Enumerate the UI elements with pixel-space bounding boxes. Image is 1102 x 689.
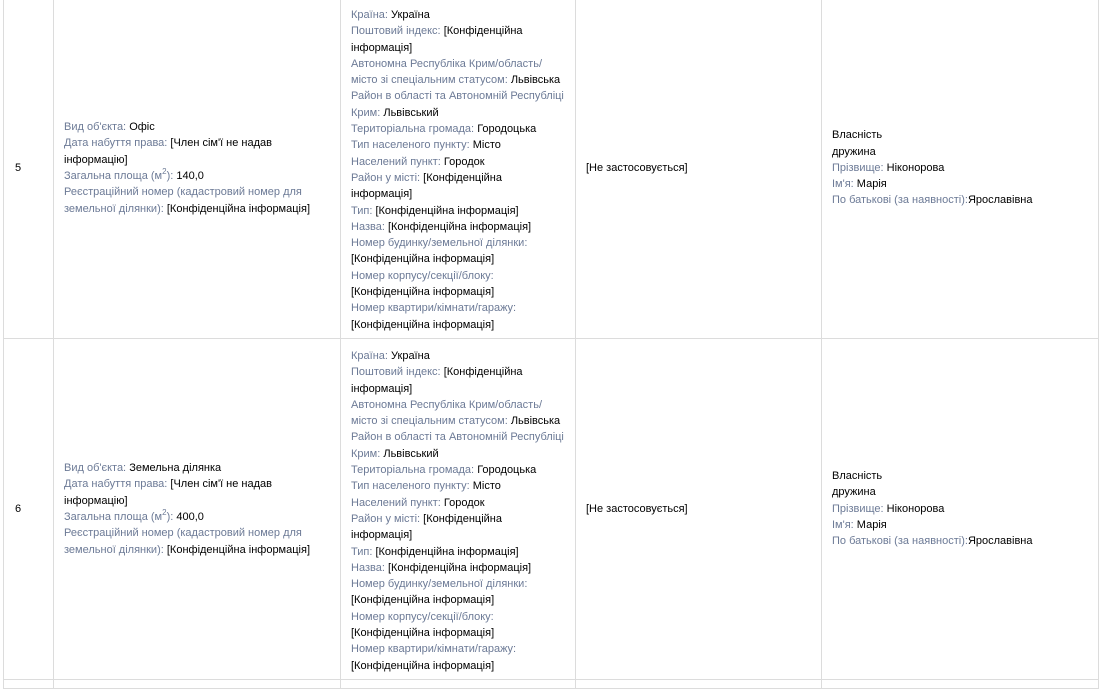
building-label: Номер корпусу/секції/блоку: <box>351 269 494 282</box>
city-district-label: Район у місті: <box>351 512 421 525</box>
city-district-label: Район у місті: <box>351 171 421 184</box>
region-label: Автономна Республіка Крим/область/місто зі спеціальним статусом: <box>351 57 542 87</box>
patronymic-label: По батькові (за наявності): <box>832 194 968 207</box>
settlement-type-label: Тип населеного пункту: <box>351 139 470 152</box>
owner-cell <box>822 338 1099 679</box>
region-label: Автономна Республіка Крим/область/місто зі спеціальним статусом: <box>351 398 542 428</box>
region-value: Львівська <box>510 74 561 87</box>
settlement-type-value: Місто <box>472 139 501 152</box>
owner-cell <box>822 0 1099 338</box>
building-label: Номер корпусу/секції/блоку: <box>351 610 494 623</box>
settlement-type-value: Місто <box>472 480 501 493</box>
apartment-value: [Конфіденційна інформація] <box>351 318 495 331</box>
city-district-value: [Конфіденційна інформація] <box>351 512 502 542</box>
object-info-cell <box>54 0 341 338</box>
settlement-value: Городок <box>443 155 485 168</box>
settlement-type-label: Тип населеного пункту: <box>351 480 470 493</box>
reg-number-value: [Конфіденційна інформація] <box>166 543 310 556</box>
country-label: Країна: <box>351 349 388 362</box>
district-value: Львівський <box>383 106 439 119</box>
district-value: Львівський <box>383 447 439 460</box>
surname-value: Ніконорова <box>886 502 945 515</box>
name-value: Марія <box>856 519 887 532</box>
street-name-label: Назва: <box>351 220 385 233</box>
row-number: 5 <box>4 0 54 338</box>
house-value: [Конфіденційна інформація] <box>351 594 495 607</box>
postal-label: Поштовий індекс: <box>351 25 441 38</box>
region-value: Львівська <box>510 415 561 428</box>
reg-number-value: [Конфіденційна інформація] <box>166 202 310 215</box>
street-type-value: [Конфіденційна інформація] <box>375 204 519 217</box>
acquired-value: [Член сім'ї не надав інформацію] <box>64 478 273 507</box>
postal-label: Поштовий індекс: <box>351 366 441 379</box>
object-info-cell <box>54 338 341 679</box>
real-estate-table <box>3 0 1099 689</box>
area-label: Загальна площа $(м^2)$: <box>64 507 174 523</box>
owner-relation: дружина <box>832 486 876 499</box>
acquired-value: [Член сім'ї не надав інформацію] <box>64 137 273 166</box>
street-name-label: Назва: <box>351 561 385 574</box>
row-number: 6 <box>4 338 54 679</box>
surname-label: Прізвище: <box>832 161 884 174</box>
address-cell <box>341 0 576 338</box>
community-value: Городоцька <box>477 123 537 136</box>
cost-cell: [Не застосовується] <box>576 0 822 338</box>
area-value: 140,0 <box>176 169 204 182</box>
postal-value: [Конфіденційна інформація] <box>351 366 523 395</box>
patronymic-label: По батькові (за наявності): <box>832 535 968 548</box>
building-value: [Конфіденційна інформація] <box>351 286 495 299</box>
district-label: Район в області та Автономній Республіці Крим: <box>351 431 564 460</box>
community-value: Городоцька <box>477 464 537 477</box>
apartment-label: Номер квартири/кімнати/гаражу: <box>351 302 517 315</box>
apartment-value: [Конфіденційна інформація] <box>351 659 495 672</box>
settlement-label: Населений пункт: <box>351 496 441 509</box>
street-name-value: [Конфіденційна інформація] <box>387 561 532 574</box>
street-type-label: Тип: <box>351 204 373 217</box>
country-value: Україна <box>391 349 430 362</box>
postal-value: [Конфіденційна інформація] <box>351 25 523 54</box>
ownership-type: Власність <box>832 129 883 142</box>
country-label: Країна: <box>351 9 388 21</box>
surname-label: Прізвище: <box>832 502 884 515</box>
table-row-partial <box>4 679 1099 688</box>
table-row <box>4 338 1099 679</box>
cost-cell: [Не застосовується] <box>576 338 822 679</box>
country-value: Україна <box>391 9 430 21</box>
object-type-value: Офіс <box>129 121 155 134</box>
name-value: Марія <box>856 178 887 191</box>
patronymic-value: Ярославівна <box>967 194 1033 207</box>
building-value: [Конфіденційна інформація] <box>351 626 495 639</box>
table-row <box>4 0 1099 338</box>
owner-relation: дружина <box>832 145 876 158</box>
settlement-label: Населений пункт: <box>351 155 441 168</box>
street-name-value: [Конфіденційна інформація] <box>387 220 532 233</box>
object-type-label: Вид об'єкта: <box>64 121 127 134</box>
area-label: Загальна площа $(м^2)$: <box>64 166 174 182</box>
surname-value: Ніконорова <box>886 161 945 174</box>
ownership-type: Власність <box>832 470 883 483</box>
reg-number-label: Реєстраційний номер (кадастровий номер для земельної ділянки): <box>64 527 302 556</box>
patronymic-value: Ярославівна <box>967 535 1033 548</box>
city-district-value: [Конфіденційна інформація] <box>351 171 502 201</box>
object-type-value: Земельна ділянка <box>129 462 222 475</box>
area-value: 400,0 <box>176 510 204 523</box>
house-label: Номер будинку/земельної ділянки: <box>351 237 528 250</box>
street-type-value: [Конфіденційна інформація] <box>375 545 519 558</box>
apartment-label: Номер квартири/кімнати/гаражу: <box>351 643 517 656</box>
community-label: Територіальна громада: <box>351 464 475 477</box>
house-value: [Конфіденційна інформація] <box>351 253 495 266</box>
object-type-label: Вид об'єкта: <box>64 462 127 475</box>
acquired-label: Дата набуття права: <box>64 137 168 150</box>
street-type-label: Тип: <box>351 545 373 558</box>
name-label: Ім'я: <box>832 519 854 532</box>
house-label: Номер будинку/земельної ділянки: <box>351 578 528 591</box>
acquired-label: Дата набуття права: <box>64 478 168 491</box>
name-label: Ім'я: <box>832 178 854 191</box>
district-label: Район в області та Автономній Республіці Крим: <box>351 90 564 119</box>
settlement-value: Городок <box>443 496 485 509</box>
community-label: Територіальна громада: <box>351 123 475 136</box>
address-cell <box>341 338 576 679</box>
reg-number-label: Реєстраційний номер (кадастровий номер для земельної ділянки): <box>64 186 302 215</box>
